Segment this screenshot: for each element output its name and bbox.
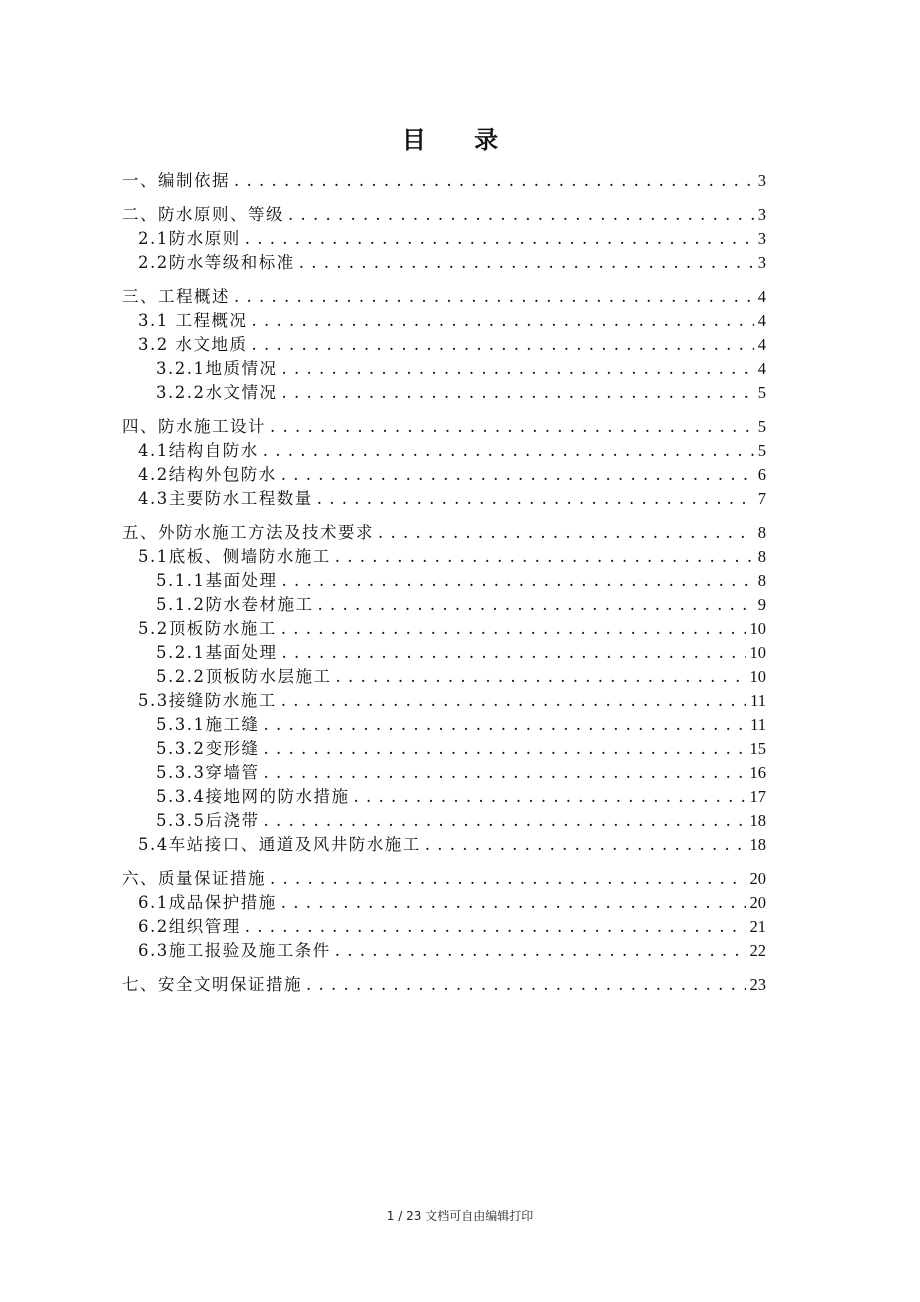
toc-entry-label: 5.3接缝防水施工 [138, 691, 277, 710]
toc-entry[interactable] [122, 437, 766, 461]
toc-entry-page: 8 [757, 547, 766, 566]
toc-leader-dots [317, 489, 754, 508]
toc-entry-page: 21 [749, 917, 766, 936]
toc-entry[interactable] [122, 807, 766, 831]
toc-leader-dots [281, 383, 753, 402]
toc-entry-page: 5 [757, 417, 766, 436]
toc-entry[interactable] [122, 249, 766, 273]
toc-entry-page: 5 [757, 383, 766, 402]
toc-leader-dots [263, 811, 745, 830]
toc-entry-label: 3.2.2水文情况 [156, 383, 278, 402]
toc-leader-dots [270, 417, 754, 436]
toc-entry-page: 17 [749, 787, 766, 806]
toc-entry-page: 7 [757, 489, 766, 508]
toc-entry-label: 3.2.1地质情况 [156, 359, 278, 378]
table-of-contents [122, 167, 766, 995]
toc-entry-page: 9 [757, 595, 766, 614]
toc-entry-label: 5.1.1基面处理 [156, 571, 278, 590]
toc-entry-page: 4 [757, 359, 766, 378]
toc-leader-dots [263, 739, 745, 758]
toc-entry[interactable] [122, 663, 766, 687]
toc-entry-label: 4.3主要防水工程数量 [138, 489, 313, 508]
toc-entry[interactable] [122, 461, 766, 485]
toc-leader-dots [252, 335, 754, 354]
toc-entry[interactable] [122, 711, 766, 735]
toc-entry-label: 3.1 工程概况 [138, 311, 248, 330]
toc-entry-label: 5.3.1施工缝 [156, 715, 260, 734]
toc-leader-dots [281, 893, 746, 912]
toc-leader-dots [281, 619, 746, 638]
toc-entry-label: 5.1.2防水卷材施工 [156, 595, 314, 614]
toc-entry-page: 23 [749, 975, 766, 994]
toc-entry-page: 11 [750, 691, 766, 710]
toc-entry[interactable] [122, 639, 766, 663]
toc-leader-dots [263, 715, 746, 734]
page-footer: 1 / 23 文档可自由编辑打印 [386, 1209, 534, 1223]
toc-entry[interactable] [122, 735, 766, 759]
toc-leader-dots [335, 941, 746, 960]
toc-entry-page: 3 [757, 253, 766, 272]
toc-entry[interactable] [122, 519, 766, 543]
toc-entry-page: 18 [749, 811, 766, 830]
toc-entry[interactable] [122, 331, 766, 355]
toc-entry-page: 3 [757, 205, 766, 224]
toc-entry[interactable] [122, 783, 766, 807]
toc-entry-label: 5.4车站接口、通道及风井防水施工 [138, 835, 421, 854]
toc-entry-label: 六、质量保证措施 [122, 869, 266, 888]
toc-entry-page: 4 [757, 311, 766, 330]
toc-entry-label: 2.2防水等级和标准 [138, 253, 295, 272]
toc-entry[interactable] [122, 591, 766, 615]
toc-leader-dots [281, 643, 745, 662]
toc-leader-dots [281, 571, 753, 590]
toc-entry[interactable] [122, 567, 766, 591]
toc-entry-label: 二、防水原则、等级 [122, 205, 284, 224]
toc-leader-dots [281, 465, 754, 484]
toc-entry[interactable] [122, 355, 766, 379]
toc-entry-page: 15 [749, 739, 766, 758]
toc-entry-page: 10 [749, 619, 766, 638]
toc-entry[interactable] [122, 831, 766, 855]
toc-entry-page: 11 [750, 715, 766, 734]
toc-leader-dots [288, 205, 754, 224]
toc-entry[interactable] [122, 379, 766, 403]
toc-leader-dots [335, 547, 754, 566]
toc-leader-dots [263, 763, 745, 782]
toc-leader-dots [378, 523, 754, 542]
toc-entry[interactable] [122, 201, 766, 225]
toc-entry-page: 20 [749, 893, 766, 912]
toc-entry-label: 3.2 水文地质 [138, 335, 248, 354]
toc-entry-label: 5.3.5后浇带 [156, 811, 260, 830]
toc-entry-page: 20 [749, 869, 766, 888]
toc-entry[interactable] [122, 937, 766, 961]
toc-entry-page: 4 [757, 335, 766, 354]
toc-entry-page: 8 [757, 571, 766, 590]
toc-leader-dots [353, 787, 745, 806]
toc-entry-label: 5.1底板、侧墙防水施工 [138, 547, 331, 566]
toc-entry-label: 5.3.4接地网的防水措施 [156, 787, 350, 806]
toc-leader-dots [263, 441, 754, 460]
toc-entry-page: 3 [757, 229, 766, 248]
toc-entry[interactable] [122, 615, 766, 639]
toc-entry-label: 6.1成品保护措施 [138, 893, 277, 912]
toc-entry-page: 16 [749, 763, 766, 782]
toc-entry-page: 10 [749, 643, 766, 662]
toc-entry-label: 5.3.2变形缝 [156, 739, 260, 758]
toc-entry-label: 三、工程概述 [122, 287, 230, 306]
toc-entry-page: 18 [749, 835, 766, 854]
toc-leader-dots [245, 229, 754, 248]
toc-entry-label: 6.2组织管理 [138, 917, 241, 936]
toc-entry-page: 5 [757, 441, 766, 460]
toc-entry[interactable] [122, 283, 766, 307]
toc-leader-dots [281, 359, 753, 378]
toc-entry-label: 4.2结构外包防水 [138, 465, 277, 484]
toc-entry-page: 10 [749, 667, 766, 686]
toc-leader-dots [270, 869, 746, 888]
toc-leader-dots [317, 595, 753, 614]
toc-entry-label: 2.1防水原则 [138, 229, 241, 248]
toc-entry-label: 5.2.2顶板防水层施工 [156, 667, 332, 686]
toc-leader-dots [306, 975, 746, 994]
toc-leader-dots [335, 667, 745, 686]
toc-entry[interactable] [122, 307, 766, 331]
toc-entry-label: 一、编制依据 [122, 171, 230, 190]
toc-leader-dots [299, 253, 754, 272]
toc-entry-label: 6.3施工报验及施工条件 [138, 941, 331, 960]
toc-entry[interactable] [122, 167, 766, 191]
toc-entry-page: 3 [757, 171, 766, 190]
toc-entry-page: 6 [757, 465, 766, 484]
toc-entry[interactable] [122, 889, 766, 913]
toc-entry[interactable] [122, 225, 766, 249]
toc-leader-dots [234, 171, 754, 190]
toc-entry[interactable] [122, 543, 766, 567]
toc-leader-dots [252, 311, 754, 330]
toc-title: 目 录 [401, 125, 519, 154]
toc-entry-label: 四、防水施工设计 [122, 417, 266, 436]
toc-leader-dots [425, 835, 746, 854]
toc-entry[interactable] [122, 413, 766, 437]
toc-entry-label: 5.3.3穿墙管 [156, 763, 260, 782]
toc-entry-page: 22 [749, 941, 766, 960]
toc-leader-dots [234, 287, 754, 306]
toc-entry-label: 4.1结构自防水 [138, 441, 259, 460]
toc-entry[interactable] [122, 913, 766, 937]
toc-entry[interactable] [122, 759, 766, 783]
toc-leader-dots [281, 691, 746, 710]
toc-entry-page: 8 [757, 523, 766, 542]
toc-entry-page: 4 [757, 287, 766, 306]
toc-leader-dots [245, 917, 746, 936]
toc-entry[interactable] [122, 865, 766, 889]
toc-entry-label: 五、外防水施工方法及技术要求 [122, 523, 374, 542]
toc-entry-label: 5.2顶板防水施工 [138, 619, 277, 638]
toc-entry-label: 七、安全文明保证措施 [122, 975, 302, 994]
toc-entry-label: 5.2.1基面处理 [156, 643, 278, 662]
toc-entry[interactable] [122, 687, 766, 711]
toc-entry[interactable] [122, 971, 766, 995]
toc-entry[interactable] [122, 485, 766, 509]
